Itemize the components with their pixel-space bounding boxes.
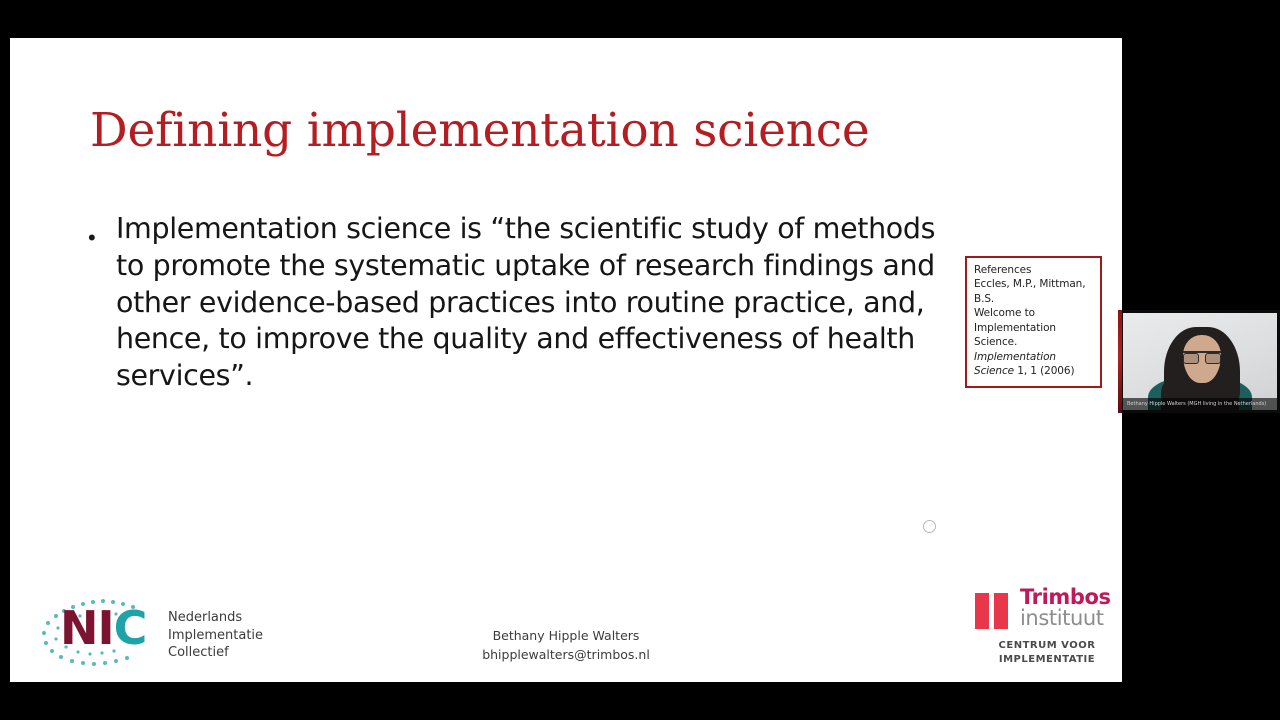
- webcam-person-glasses: [1183, 351, 1221, 362]
- nic-wordmark-c: C: [113, 601, 147, 655]
- trimbos-tagline: [977, 639, 1117, 666]
- references-journal-locator: 1, 1 (2006): [1014, 365, 1075, 378]
- mouse-cursor-artifact: [923, 520, 936, 533]
- trimbos-institute-word: instituut: [1020, 606, 1104, 630]
- nic-subtitle-line-2: Implementatie: [168, 627, 264, 643]
- trimbos-tagline-line-1: CENTRUM VOOR: [998, 640, 1096, 651]
- references-journal-line: [974, 350, 1093, 379]
- video-tile-accent-stripe: [1118, 310, 1122, 413]
- presentation-slide[interactable]: [10, 38, 1122, 682]
- nic-logo: [28, 583, 268, 675]
- slide-body: [88, 211, 948, 395]
- references-heading: References: [974, 264, 1032, 276]
- nic-subtitle-line-1: Nederlands: [168, 610, 243, 625]
- nic-wordmark: [60, 601, 147, 655]
- bullet-list-item: [88, 211, 948, 395]
- participant-video-tile[interactable]: [1118, 310, 1280, 413]
- nic-subtitle: [168, 609, 263, 662]
- presenter-name: Bethany Hipple Walters: [492, 628, 640, 643]
- presenter-email: bhipplewalters@trimbos.nl: [482, 647, 650, 663]
- trimbos-wordmark: Trimbos: [1020, 585, 1111, 609]
- bullet-point-icon: •: [88, 225, 96, 250]
- references-line-four: Implementation Science.: [974, 321, 1056, 349]
- nic-wordmark-ni: NI: [60, 601, 114, 655]
- references-journal-title: Implementation Science: [974, 350, 1056, 378]
- trimbos-bars-icon: [975, 593, 1008, 629]
- trimbos-logo: [965, 583, 1115, 678]
- nic-subtitle-line-3: Collectief: [168, 645, 229, 661]
- references-line-three: Welcome to: [974, 307, 1035, 320]
- video-tile-name-caption: Bethany Hipple Walters (MGH living in the Netherlands): [1123, 398, 1277, 410]
- references-callout-box: [965, 256, 1102, 388]
- trimbos-tagline-line-2: IMPLEMENTATIE: [998, 653, 1096, 665]
- references-authors: Eccles, M.P., Mittman, B.S.: [974, 278, 1086, 305]
- bullet-body-text: Implementation science is “the scientific study of methods to promote the systematic uptake of research findings and other evidence-based practices into routine practice, and, hence, to improve the quality and effectiveness of health services”.: [116, 212, 936, 392]
- slide-title: Defining implementation science: [90, 103, 870, 158]
- video-tile-feed: [1123, 313, 1277, 410]
